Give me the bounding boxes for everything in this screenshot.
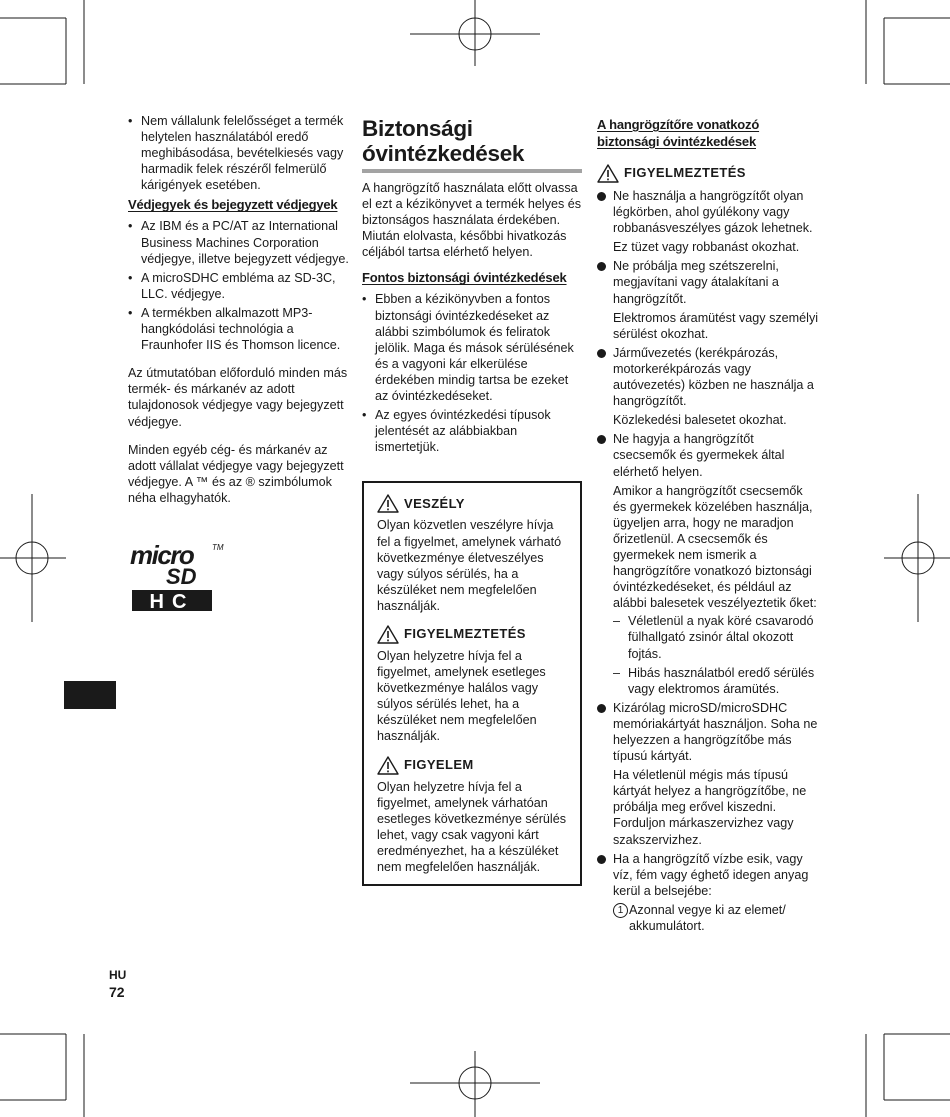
liability-list <box>128 113 350 193</box>
list-item: • Az egyes óvintézkedési típusok jelentését az alábbiakban ismertetjük. <box>362 407 582 455</box>
trademark-paragraph-2: Minden egyéb cég- és márkanév az adott vállalat védjegye vagy bejegyzett védjegye. A ™ és az ® szimbólumok néha elhagyhatók. <box>128 442 344 505</box>
warning-heading <box>377 625 568 644</box>
list-item: • Ebben a kézikönyvben a fontos biztonsági óvintézkedéseket az alábbi szimbólumok és feliratok jelölik. Maga és mások sérülésének és a vagyoni kár elkerülése érdekében mindig tartsa be ezeket az óvintézkedéseket. <box>362 291 582 404</box>
column-middle <box>362 113 582 886</box>
important-heading: Fontos biztonsági óvintézkedések <box>362 270 567 286</box>
item-main: Járművezetés (kerékpározás, motorkerékpározás vagy autóvezetés) közben ne használja a hangrögzítőt. <box>613 345 814 409</box>
item-main: Ha a hangrögzítő vízbe esik, vagy víz, fém vagy éghető idegen anyag kerül a belsejébe: <box>613 851 809 898</box>
danger-text: Olyan közvetlen veszélyre hívja fel a figyelmet, amelynek várható következménye életveszélyes vagy súlyos sérülés, ha a készüléket nem megfelelően használják. <box>377 518 562 613</box>
column-left <box>128 113 350 618</box>
hazard-item: – Véletlenül a nyak köré csavarodó fülhallgató zsinór által okozott fojtás. <box>613 613 819 661</box>
microsdhc-logo <box>128 540 350 618</box>
list-item: • A termékben alkalmazott MP3-hangkódolási technológia a Fraunhofer IIS és Thomson licence. <box>128 305 350 353</box>
trademark-paragraph-1: Az útmutatóban előforduló minden más termék- és márkanév az adott tulajdonosok védjegye vagy bejegyzett védjegye. <box>128 366 348 429</box>
warning-list <box>597 188 819 934</box>
page-title-line-2: óvintézkedések <box>362 141 525 166</box>
warning-triangle-icon <box>377 494 399 513</box>
warning-label: FIGYELMEZTETÉS <box>624 165 746 181</box>
page-title-line-1: Biztonsági <box>362 116 473 141</box>
trademarks-heading: Védjegyek és bejegyzett védjegyek <box>128 197 338 213</box>
logo-sd: SD <box>166 563 197 589</box>
item-main: Ne hagyja a hangrögzítőt csecsemők és gyermekek által elérhető helyen. <box>613 432 785 479</box>
list-item <box>597 258 819 341</box>
section-tab-marker <box>64 681 116 709</box>
warning-text: Olyan helyzetre hívja fel a figyelmet, amelynek esetleges következménye halálos vagy súlyos sérülés lehet, ha a készüléket nem megfelelően használják. <box>377 648 546 744</box>
page-footer <box>109 967 126 1001</box>
item-main: Ne használja a hangrögzítőt olyan légkörben, ahol gyúlékony vagy robbanásveszélyes gázok lehetnek. <box>613 189 813 236</box>
logo-tm: TM <box>212 542 224 552</box>
warning-triangle-icon <box>377 625 399 644</box>
item-sub: Ha véletlenül mégis más típusú kártyát helyez a hangrögzítőbe, ne próbálja meg erővel kiszedni. Forduljon márkaszervizhez vagy szakszervizhez. <box>613 768 807 847</box>
list-item: • A microSDHC embléma az SD-3C, LLC. védjegye. <box>128 270 350 302</box>
warning-triangle-icon <box>377 756 399 775</box>
item-main: Ne próbálja meg szétszerelni, megjavítani vagy átalakítani a hangrögzítőt. <box>613 259 779 306</box>
item-sub: Amikor a hangrögzítőt csecsemők és gyermekek közelében használja, ügyeljen arra, hogy ne maradjon őrizetlenül. A csecsemők és gyermekek nem ismerik a hangrögzítőre vonatkozó biztonsági óvintézkedéseket, és például az alábbi balesetek veszélyeztetik őket: <box>613 483 817 611</box>
item-sub: Közlekedési balesetet okozhat. <box>613 413 787 428</box>
column-right <box>597 113 819 937</box>
logo-micro: micro <box>130 539 194 570</box>
hazard-list <box>613 613 819 696</box>
caution-heading <box>377 756 568 775</box>
list-item <box>597 700 819 848</box>
warning-heading <box>597 164 819 183</box>
logo-hc: HC <box>149 590 195 613</box>
list-item <box>597 188 819 255</box>
list-item: • Nem vállalunk felelősséget a termék helytelen használatából eredő meghibásodása, bevételkiesés vagy harmadik felek részéről felmerülő kárigények esetében. <box>128 113 350 193</box>
list-item <box>597 851 819 934</box>
list-item <box>597 431 819 697</box>
page-number: 72 <box>109 984 125 1000</box>
warning-triangle-icon <box>597 164 619 183</box>
danger-label: VESZÉLY <box>404 495 465 511</box>
recorder-safety-heading-line-1: A hangrögzítőre vonatkozó <box>597 117 760 132</box>
recorder-safety-heading-line-2: biztonsági óvintézkedések <box>597 134 756 149</box>
danger-heading <box>377 494 568 513</box>
page-title <box>362 116 582 166</box>
important-list <box>362 291 582 455</box>
list-item <box>597 345 819 428</box>
item-main: Kizárólag microSD/microSDHC memóriakártyát használjon. Soha ne helyezzen a hangrögzítőbe más típusú kártyát. <box>613 700 818 764</box>
caution-text: Olyan helyzetre hívja fel a figyelmet, amelynek várhatóan esetleges következménye sérülés lehet, vagy csak vagyoni kárt eredményezhet, ha a készüléket nem megfelelően használják. <box>377 779 567 874</box>
step-number: 1 <box>613 903 628 918</box>
recorder-safety-heading <box>597 116 819 150</box>
caution-label: FIGYELEM <box>404 756 474 772</box>
item-sub: Ez tüzet vagy robbanást okozhat. <box>613 240 800 255</box>
trademark-list <box>128 218 350 353</box>
list-item: • Az IBM és a PC/AT az International Business Machines Corporation védjegye, illetve bejegyzett védjegye. <box>128 218 350 266</box>
step-text: Azonnal vegye ki az elemet/ akkumulátort. <box>629 902 786 934</box>
signal-words-box <box>362 481 582 886</box>
warning-label: FIGYELMEZTETÉS <box>404 626 526 642</box>
hazard-item: – Hibás használatból eredő sérülés vagy elektromos áramütés. <box>613 665 819 697</box>
numbered-step <box>613 902 819 934</box>
item-sub: Elektromos áramütést vagy személyi sérülést okozhat. <box>613 310 819 341</box>
intro-paragraph: A hangrögzítő használata előtt olvassa el ezt a kézikönyvet a termék helyes és biztonságos használata érdekében. Miután elolvasta, későbbi hivatkozás céljából tartsa elérhető helyen. <box>362 181 582 260</box>
title-rule <box>362 169 582 173</box>
language-code: HU <box>109 968 127 982</box>
